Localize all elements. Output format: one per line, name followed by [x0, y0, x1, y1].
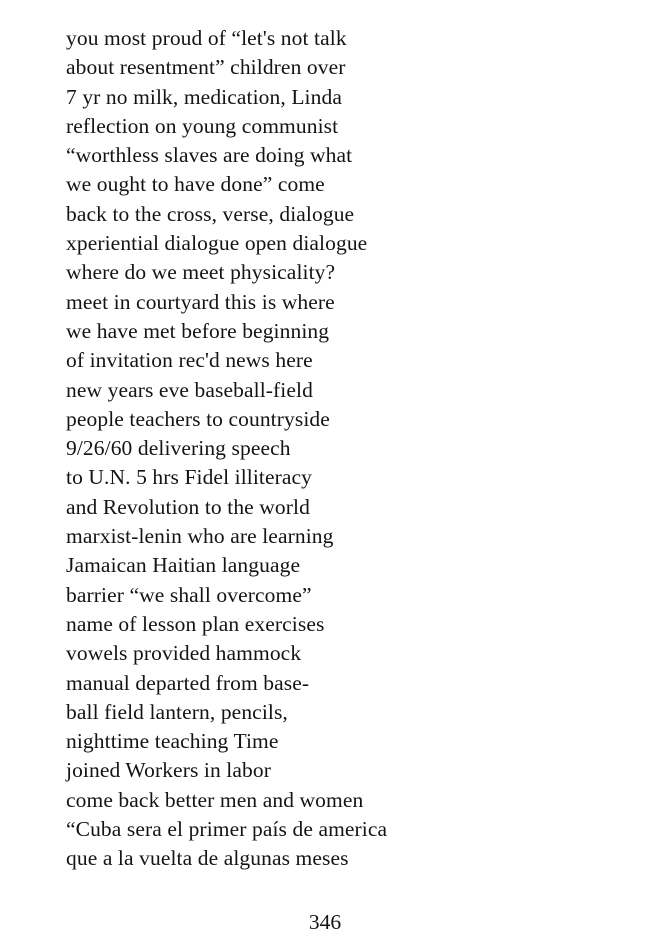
poem-line: you most proud of “let's not talk [66, 26, 347, 50]
poem-line: vowels provided hammock [66, 641, 302, 666]
poem-line: back to the cross, verse, dialogue [66, 201, 355, 226]
poem-line: nighttime teaching Time [66, 729, 279, 754]
poem-line: 7 yr no milk, medication, Linda [66, 84, 342, 109]
poem-line: where do we meet physicality? [66, 260, 336, 285]
poem-line: Jamaican Haitian language [66, 553, 301, 578]
page-number: 346 [308, 910, 342, 934]
poem-line: marxist-lenin who are learning [66, 524, 334, 549]
poem-line: barrier “we shall overcome” [66, 582, 312, 607]
poem-line: of invitation rec'd news here [66, 348, 313, 373]
poem-line: new years eve baseball-field [66, 377, 313, 402]
poem-line: “Cuba sera el primer país de america [66, 817, 388, 842]
poem-line: joined Workers in labor [66, 758, 271, 783]
poem-line: ball field lantern, pencils, [66, 699, 288, 724]
poem-line: name of lesson plan exercises [66, 611, 325, 636]
poem-line: we have met before beginning [66, 318, 330, 343]
poem-text-block [66, 24, 606, 874]
poem-line: xperiential dialogue open dialogue [66, 231, 368, 256]
poem-line: to U.N. 5 hrs Fidel illiteracy [66, 465, 313, 490]
poem-line: come back better men and women [66, 787, 364, 812]
poem-line: “worthless slaves are doing what [66, 143, 353, 168]
poem-line: manual departed from base- [66, 670, 310, 695]
poem-line: meet in courtyard this is where [66, 289, 335, 314]
poem-line: reflection on young communist [66, 113, 339, 138]
poem-line: people teachers to countryside [66, 406, 330, 431]
poem-line: 9/26/60 delivering speech [66, 436, 291, 461]
poem-line: we ought to have done” come [66, 172, 325, 197]
poem-line: que a la vuelta de algunas meses [66, 846, 349, 871]
poem-line: and Revolution to the world [66, 494, 310, 519]
poem-line: about resentment” children over [66, 55, 346, 80]
